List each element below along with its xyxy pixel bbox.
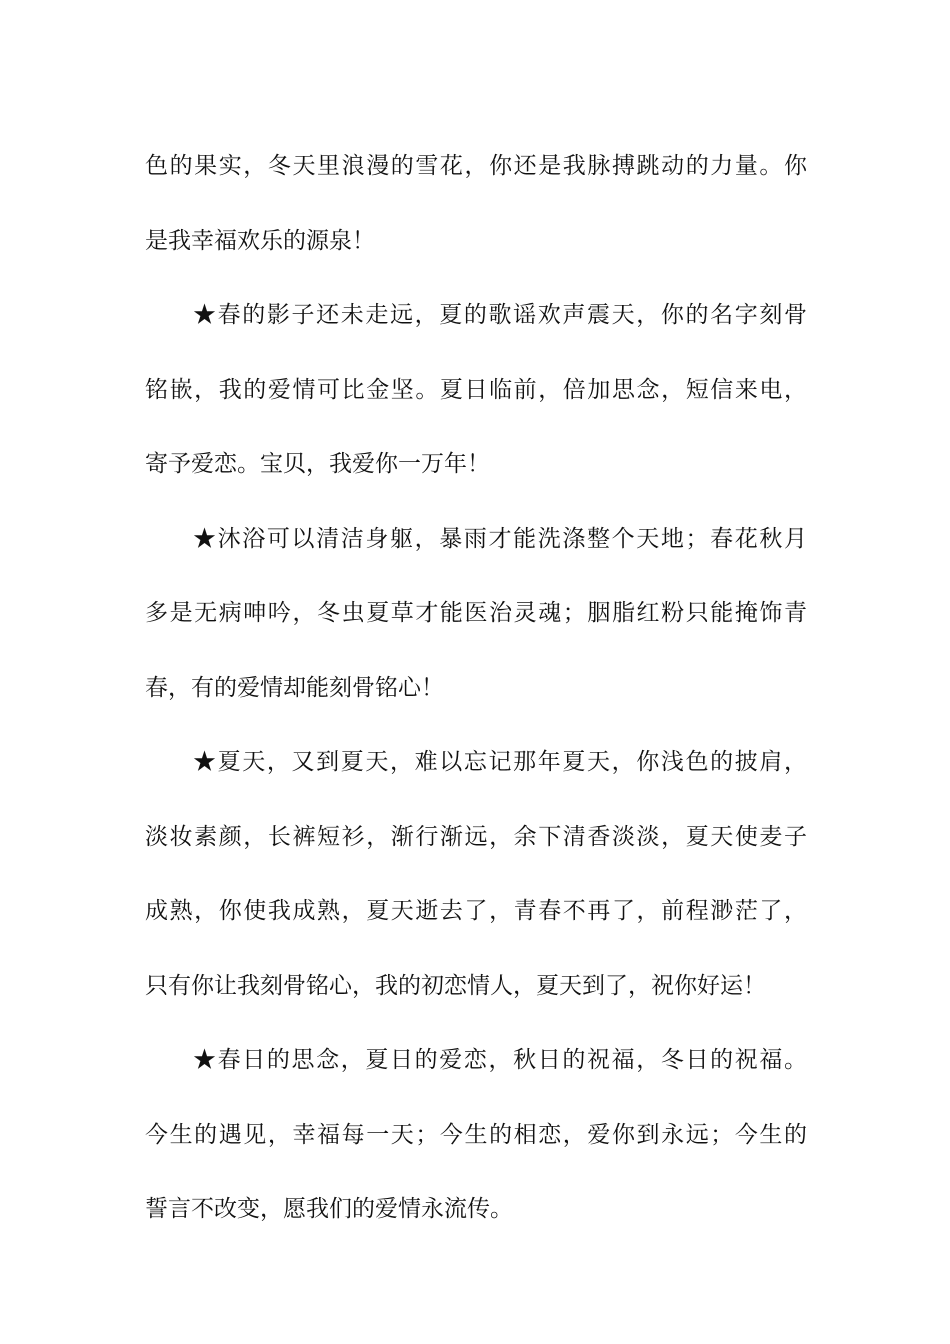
text-line: 今生的遇见，幸福每一天；今生的相恋，爱你到永远；今生的 [145,1121,807,1148]
text-line: ★夏天，又到夏天，难以忘记那年夏天，你浅色的披肩， [193,749,807,775]
text-line: 寄予爱恋。宝贝，我爱你一万年！ [145,451,490,477]
text-line: 色的果实，冬天里浪漫的雪花，你还是我脉搏跳动的力量。你 [145,153,807,179]
text-line: 淡妆素颜，长裤短衫，渐行渐远，余下清香淡淡，夏天使麦子 [145,823,807,850]
paragraph-3 [145,502,807,726]
text-line: ★沐浴可以清洁身躯，暴雨才能洗涤整个天地；春花秋月 [193,525,807,552]
text-line: ★春日的思念，夏日的爱恋，秋日的祝福，冬日的祝福。 [193,1047,807,1073]
paragraph-4 [145,725,807,1023]
text-line: ★春的影子还未走远，夏的歌谣欢声震天，你的名字刻骨 [193,302,807,328]
paragraph-5 [145,1023,807,1247]
text-line: 只有你让我刻骨铭心，我的初恋情人，夏天到了，祝你好运！ [145,972,766,999]
text-line: 是我幸福欢乐的源泉！ [145,227,375,254]
paragraph-2 [145,278,807,502]
text-line: 春，有的爱情却能刻骨铭心！ [145,674,444,701]
text-line: 誓言不改变，愿我们的爱情永流传。 [145,1196,513,1222]
paragraph-1 [145,129,807,278]
text-line: 多是无病呻吟，冬虫夏草才能医治灵魂；胭脂红粉只能掩饰青 [145,600,807,626]
text-line: 成熟，你使我成熟，夏天逝去了，青春不再了，前程渺茫了， [145,898,807,924]
text-line: 铭嵌，我的爱情可比金坚。夏日临前，倍加思念，短信来电， [145,376,807,403]
document-body [145,129,807,1247]
